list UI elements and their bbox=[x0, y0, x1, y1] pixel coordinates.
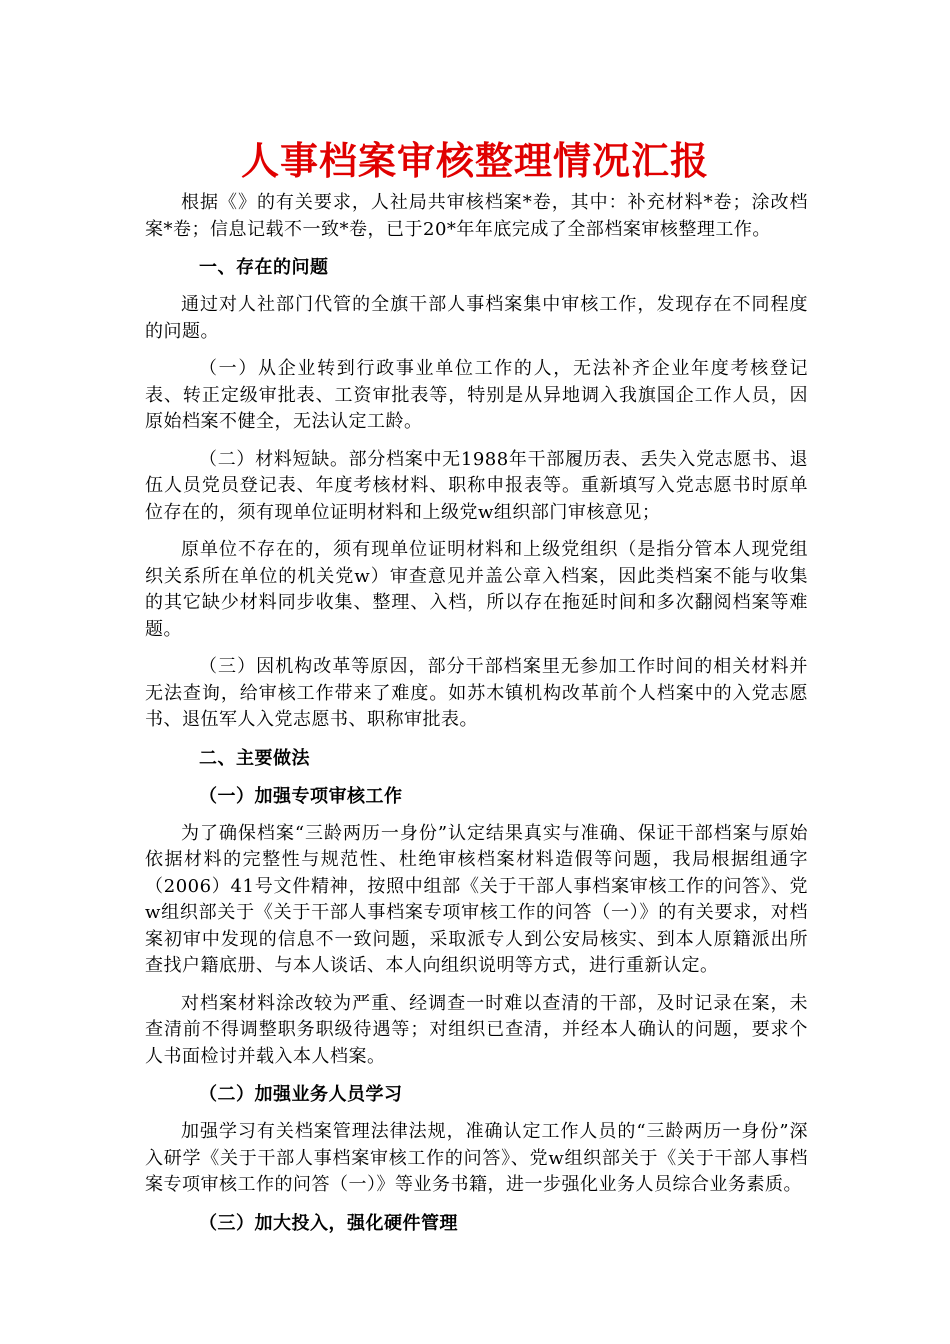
subsection-heading: （一）加强专项审核工作 bbox=[199, 785, 403, 807]
body-paragraph: （三）因机构改革等原因，部分干部档案里无参加工作时间的相关材料并无法查询，给审核工作带来了难度。如苏木镇机构改革前个人档案中的入党志愿书、退伍军人入党志愿书、职称审批表。 bbox=[145, 656, 808, 730]
section-heading-problems: 一、存在的问题 bbox=[199, 257, 329, 278]
document-title: 人事档案审核整理情况汇报 bbox=[240, 138, 709, 183]
body-paragraph: 对档案材料涂改较为严重、经调查一时难以查清的干部，及时记录在案，未查清前不得调整职务职级待遇等；对组织已查清，并经本人确认的问题，要求个人书面检讨并载入本人档案。 bbox=[145, 992, 808, 1067]
subsection-heading: （二）加强业务人员学习 bbox=[199, 1084, 403, 1105]
body-paragraph: 原单位不存在的，须有现单位证明材料和上级党组织（是指分管本人现党组织关系所在单位的机关党w）审查意见并盖公章入档案，因此类档案不能与收集的其它缺少材料同步收集、整理、入档，所以存在拖延时间和多次翻阅档案等难题。 bbox=[145, 539, 808, 640]
subsection-heading: （三）加大投入，强化硬件管理 bbox=[199, 1212, 458, 1234]
body-paragraph: 通过对人社部门代管的全旗干部人事档案集中审核工作，发现存在不同程度的问题。 bbox=[145, 294, 808, 342]
body-paragraph: （二）材料短缺。部分档案中无1988年干部履历表、丢失入党志愿书、退伍人员党员登记表、年度考核材料、职称申报表等。重新填写入党志愿书时原单位存在的，须有现单位证明材料和上级党w组织部门审核意见； bbox=[145, 448, 808, 523]
body-paragraph: 加强学习有关档案管理法律法规，准确认定工作人员的“三龄两历一身份”深入研学《关于干部人事档案审核工作的问答》、党w组织部关于《关于干部人事档案专项审核工作的问答（一）》等业务书籍，进一步强化业务人员综合业务素质。 bbox=[145, 1121, 808, 1195]
intro-paragraph: 根据《》的有关要求，人社局共审核档案*卷，其中：补充材料*卷；涂改档案*卷；信息记载不一致*卷，已于20*年年底完成了全部档案审核整理工作。 bbox=[145, 192, 808, 240]
document-body bbox=[145, 190, 808, 1248]
body-paragraph: （一）从企业转到行政事业单位工作的人，无法补齐企业年度考核登记表、转正定级审批表、工资审批表等，特别是从异地调入我旗国企工作人员，因原始档案不健全，无法认定工龄。 bbox=[145, 358, 808, 432]
body-paragraph: 为了确保档案“三龄两历一身份”认定结果真实与准确、保证干部档案与原始依据材料的完整性与规范性、杜绝审核档案材料造假等问题，我局根据组通字（2006）41号文件精神，按照中组部《关于干部人事档案审核工作的问答》、党w组织部关于《关于干部人事档案专项审核工作的问答（一）》的有关要求，对档案初审中发现的信息不一致问题，采取派专人到公安局核实、到本人原籍派出所查找户籍底册、与本人谈话、本人向组织说明等方式，进行重新认定。 bbox=[145, 822, 808, 976]
section-heading-methods: 二、主要做法 bbox=[199, 747, 310, 769]
